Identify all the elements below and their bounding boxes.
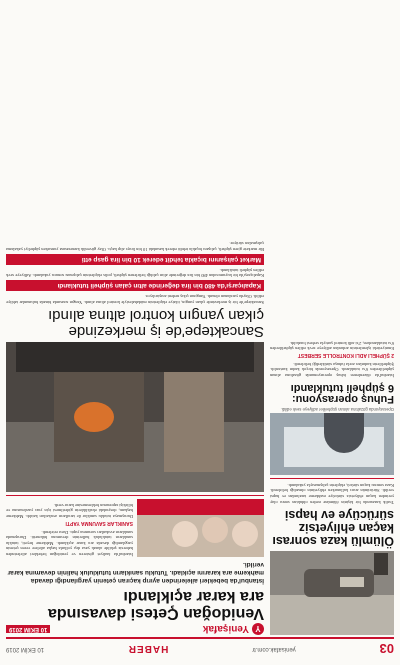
market-headline: Market çalışanını bıçakla tehdit ederek 10 bin lira gasp etti [6, 254, 264, 265]
lead-spot: İstanbul'da bebekleri ailelerinden ayırıp kaçıran çetenin yargılandığı davada mahkeme ara kararını açıkladı. Tutuklu sanıkların tutukluluk halinin devamına karar verildi. [7, 561, 264, 585]
fire-headline-2: çıkan yangın kontrol altına alındı [48, 307, 264, 325]
fuhus-story [270, 340, 394, 475]
fire-body: Sancaktepe'de bir iş merkezinde çıkan yangın, itfaiye ekiplerinin müdahalesiyle kontrol altına alındı. Yangın sırasında binada bulunanlar tahliye edildi. Olayda yaralanan olmadı. Yangının çıkış nedeni araştırılıyor. [6, 293, 264, 305]
fuhus-photo [270, 413, 394, 475]
fuhus-photo-caption: Operasyonda gözaltına alınan şüpheliler adliyeye sevk edildi. [280, 407, 394, 413]
crash-headline-2: kaçan ehliyetsiz [298, 520, 394, 535]
right-column [6, 6, 264, 635]
lead-headline-1: Venidoğan Çetesi davasında [47, 605, 264, 622]
divider [270, 478, 394, 479]
lead-body: İstanbul'da faaliyet gösteren ve yenidoğan bebekleri ailelerinden habersiz şekilde alarak yasa dışı yollarla başka ailelere veren çetenin yargılandığı davada ara karar açıklandı. Mahkeme heyeti, tutuklu sanıkların tutukluluk hallerinin devamına hükmetti. Duruşmada sanıkların avukatları savunma yaptı. Dava ertelendi. [6, 529, 133, 558]
crash-headline-3: sürücüye ev hapsi [284, 507, 394, 522]
fire-photo [6, 342, 264, 492]
lead-body-2: Duruşmaya tutuklu sanıklar ile tarafların avukatları katıldı. Mahkeme başkanı, dosyadaki eksikliklerin giderilmesi için yazı yazılmasına ve bilirkişi raporunun beklenmesine karar verdi. [6, 502, 133, 519]
website-url: yenisafak.com.tr [252, 646, 296, 652]
market-body: Bir markete giren şüpheli, çalışanı bıçakla tehdit ederek kasadaki 10 bin lirayı alıp kaçtı. Olay güvenlik kamerasına yansırken şüpheliyi yakalama çalışmaları sürüyor. [6, 241, 264, 253]
fuhus-headline-2: 6 şüpheli tutuklandı [290, 381, 394, 394]
lead-photo [137, 499, 264, 557]
fire-headline-1: Sancaktepe'de iş merkezinde [68, 323, 264, 341]
lead-headline-2: ara karar açıklandı [123, 588, 264, 606]
crash-photo [270, 551, 394, 635]
brand-mark-icon: Y [252, 623, 264, 635]
crash-story [270, 482, 394, 547]
kapalicarsi-body: Kapalıçarşı'da bir kuyumcudan 480 bin lira değerinde altın çaldığı belirlenen şüpheli, polis ekiplerinin çalışması sonucu yakalandı. Adliyeye sevk edilen şüpheli tutuklandı. [6, 267, 264, 279]
lead-subhead: SANIKLAR SAVUNMA YAPTI [65, 519, 133, 526]
crash-body: Trafik kazasında bir kişinin ölümüne neden olduktan sonra olay yerinden kaçan ehliyetsiz sürücüye mahkeme tarafından ev hapsi verildi. Sürücünün aracı kullanırken ehliyetinin olmadığı belirlendi. Kaza sonrası kaçan sürücü, ekiplerin çalışmasıyla yakalandı. [270, 482, 394, 505]
brand-logo [203, 623, 264, 635]
page-number: 03 [379, 641, 394, 657]
left-column [270, 6, 394, 635]
kapalicarsi-headline: Kapalıçarşı'da 480 bin lira değerinde altın çalan şüpheli tutuklandı [6, 280, 264, 291]
fuhus-subhead: 2 ŞÜPHELI ADLI KONTROLLE SERBEST [297, 352, 394, 359]
fuhus-body-2: Emniyetteki işlemlerinin ardından adliyeye sevk edilen şüphelilerden 6'sı tutuklanırken, 2'si adli kontrol şartıyla serbest bırakıldı. [270, 340, 394, 352]
divider [6, 495, 264, 496]
fuhus-body: İstanbul'da düzenlenen fuhuş operasyonunda gözaltına alınan şüphelilerden 6'sı tutuklandı. Operasyonda birçok kadın kurtarıldı. Şüphelilerin kadınları zorla fuhuşa sürüklediği belirlendi. [270, 361, 394, 379]
brand-name: Yenişafak [202, 623, 249, 635]
fuhus-headline-1: Fuhuş operasyonu: [291, 393, 394, 406]
page-header [6, 637, 394, 659]
crash-headline-1: Ölümlü kaza sonrası [272, 534, 394, 548]
section-title: HABER [127, 643, 169, 655]
lead-date-label: 10 EKİM 2019 [6, 625, 50, 633]
lead-story [6, 499, 264, 635]
fire-story [6, 241, 264, 492]
header-date: 10 EKİM 2019 [6, 646, 45, 652]
